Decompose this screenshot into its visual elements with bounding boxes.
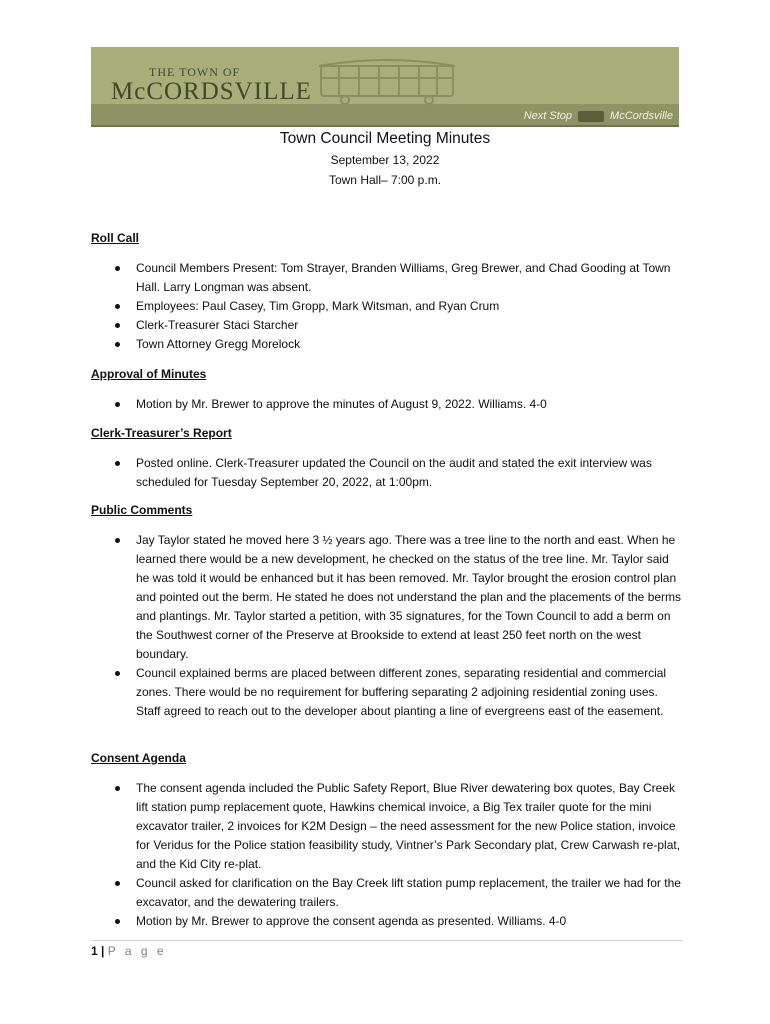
bullet-icon <box>115 266 120 271</box>
list-item <box>91 395 683 414</box>
page-number: 1 <box>91 944 98 958</box>
document-title: Town Council Meeting Minutes <box>279 130 491 147</box>
section-heading: Approval of Minutes <box>91 367 207 381</box>
list-item <box>91 664 683 721</box>
list-item <box>91 259 683 297</box>
list-item <box>91 454 683 492</box>
bullet-list <box>91 395 683 414</box>
list-item-text: Motion by Mr. Brewer to approve the minutes of August 9, 2022. Williams. 4-0 <box>136 397 547 411</box>
banner-tagline <box>524 110 673 122</box>
list-item <box>91 316 683 335</box>
section-approval-of-minutes <box>91 365 683 414</box>
list-item <box>91 912 683 931</box>
section-consent-agenda <box>91 749 683 931</box>
list-item <box>91 335 683 354</box>
section-heading: Clerk-Treasurer’s Report <box>91 426 232 440</box>
bullet-list <box>91 259 683 354</box>
list-item <box>91 779 683 874</box>
tagline-right: McCordsville <box>610 110 673 122</box>
bullet-icon <box>115 402 120 407</box>
section-heading: Consent Agenda <box>91 751 186 765</box>
list-item <box>91 874 683 912</box>
list-item-text: Council asked for clarification on the Bay Creek lift station pump replacement, the trailer we had for the excavator, and the dewatering trailers. <box>136 876 681 909</box>
list-item-text: Employees: Paul Casey, Tim Gropp, Mark Witsman, and Ryan Crum <box>136 299 500 313</box>
list-item <box>91 297 683 316</box>
bullet-icon <box>115 919 120 924</box>
meeting-date: September 13, 2022 <box>330 153 440 167</box>
list-item-text: The consent agenda included the Public Safety Report, Blue River dewatering box quotes, Bay Creek lift station pump replacement quote, Hawkins chemical invoice, a Big Tex trailer quote for the mini excavator trailer, 2 invoices for K2M Design – the need assessment for the new Police station, invoice for Veridus for the Police station feasibility study, Vintner’s Park Secondary plat, Crew Carwash re-plat, and the Kid City re-plat. <box>136 781 681 871</box>
section-heading: Roll Call <box>91 231 140 245</box>
bullet-icon <box>115 323 120 328</box>
bullet-list <box>91 779 683 931</box>
trolley-mini-icon <box>578 111 604 122</box>
town-banner <box>91 47 679 127</box>
footer-separator: | <box>101 944 105 958</box>
list-item-text: Posted online. Clerk-Treasurer updated the Council on the audit and stated the exit interview was scheduled for Tuesday September 20, 2022, at 1:00pm. <box>136 456 652 489</box>
trolley-icon <box>313 56 461 106</box>
town-prefix: THE TOWN OF <box>149 65 241 79</box>
bullet-icon <box>115 342 120 347</box>
section-roll-call <box>91 229 683 354</box>
bullet-icon <box>115 671 120 676</box>
bullet-icon <box>115 538 120 543</box>
tagline-left: Next Stop <box>523 110 573 122</box>
bullet-list <box>91 454 683 492</box>
list-item-text: Motion by Mr. Brewer to approve the consent agenda as presented. Williams. 4-0 <box>136 914 567 928</box>
section-clerk-treasurer-report <box>91 424 683 492</box>
bullet-list <box>91 531 683 721</box>
page-label: P a g e <box>107 944 167 958</box>
footer-divider <box>91 940 683 941</box>
bullet-icon <box>115 881 120 886</box>
list-item-text: Town Attorney Gregg Morelock <box>136 337 301 351</box>
bullet-icon <box>115 304 120 309</box>
bullet-icon <box>115 461 120 466</box>
town-name: McCORDSVILLE <box>111 78 312 105</box>
banner-rule <box>91 125 679 127</box>
list-item <box>91 531 683 664</box>
section-public-comments <box>91 501 683 721</box>
section-heading: Public Comments <box>91 503 193 517</box>
list-item-text: Council explained berms are placed between different zones, separating residential and commercial zones. There would be no requirement for buffering separating 2 adjoining residential zoning uses. Staff agreed to reach out to the developer about planting a line of evergreens east of the easement. <box>136 666 667 718</box>
page-footer <box>91 944 167 958</box>
list-item-text: Jay Taylor stated he moved here 3 ½ years ago. There was a tree line to the north and east. When he learned there would be a new development, he checked on the status of the tree line. Mr. Taylor said he was told it would be enhanced but it has been removed. Mr. Taylor brought the erosion control plan and pointed out the berm. He stated he does not understand the plan and the placements of the berms and plantings. Mr. Taylor started a petition, with 35 signatures, for the Town Council to add a berm on the Southwest corner of the Preserve at Brookside to extend at least 250 feet north on the west boundary. <box>136 533 682 661</box>
list-item-text: Clerk-Treasurer Staci Starcher <box>136 318 299 332</box>
bullet-icon <box>115 786 120 791</box>
list-item-text: Council Members Present: Tom Strayer, Branden Williams, Greg Brewer, and Chad Gooding at Town Hall. Larry Longman was absent. <box>136 261 671 294</box>
meeting-location: Town Hall– 7:00 p.m. <box>328 173 442 187</box>
